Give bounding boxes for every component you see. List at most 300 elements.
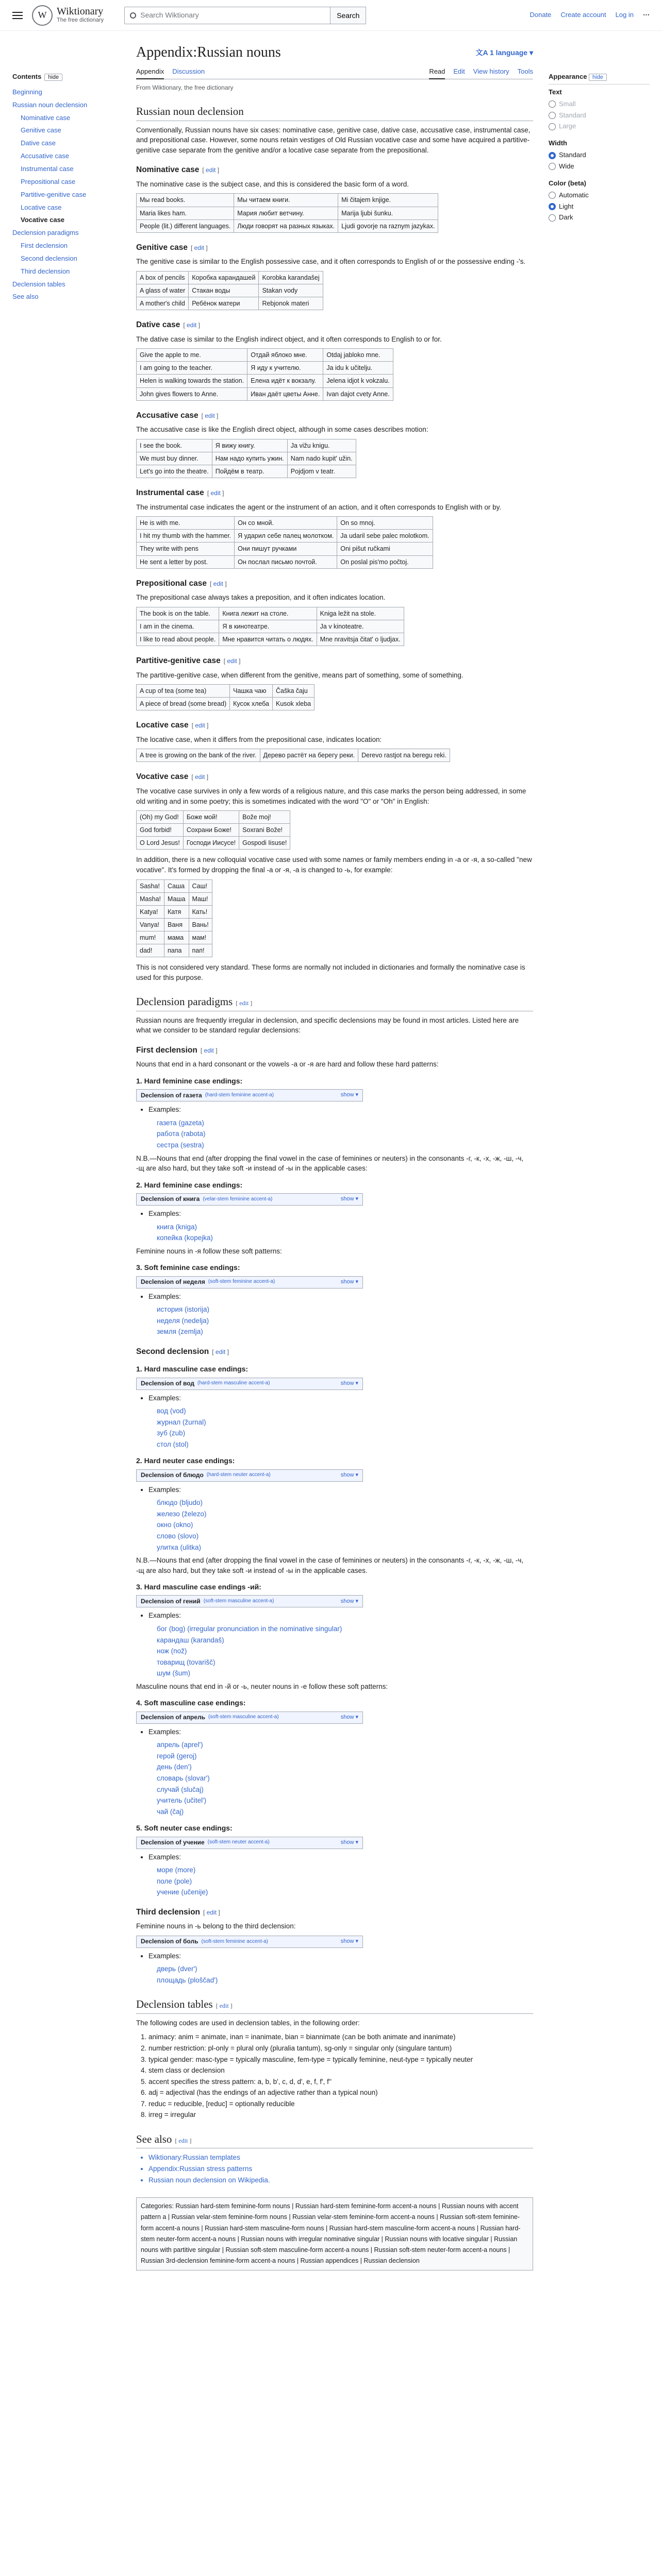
heading-text: Genitive case — [136, 243, 188, 252]
third-declension-paragraph: Feminine nouns in -ь belong to the third declension: — [136, 1922, 296, 1930]
accusative-table — [136, 439, 356, 478]
edit-link[interactable]: [ edit ] — [216, 2002, 233, 2010]
nav-subtitle: (soft-stem feminine accent-a) — [201, 1938, 268, 1944]
table-cell: Bože moj! — [239, 811, 290, 824]
subsection-heading: 1. Hard masculine case endings: — [136, 1365, 249, 1374]
example-link[interactable]: учение (učenije) — [157, 1888, 208, 1896]
declension-table-toggle[interactable] — [136, 1936, 363, 1948]
nav-subtitle: (hard-stem masculine accent-a) — [197, 1380, 270, 1386]
subsection-heading: 3. Hard masculine case endings -ий: — [136, 1583, 261, 1591]
example-link[interactable]: вод (vod) — [157, 1407, 186, 1415]
table-row — [137, 892, 212, 905]
toc-item[interactable]: Nominative case — [21, 113, 71, 122]
width-section — [549, 139, 650, 172]
example-link[interactable]: слово (slovo) — [157, 1532, 199, 1540]
table-row — [137, 297, 323, 310]
toc-item[interactable]: See also — [12, 293, 39, 301]
example-link[interactable]: день (den') — [157, 1763, 192, 1771]
code-item: 7. reduc = reducible, [reduc] = optionally reducible — [148, 2099, 533, 2109]
edit-link[interactable]: [ edit ] — [202, 166, 220, 174]
edit-link[interactable]: [ edit ] — [223, 657, 241, 665]
toc-item[interactable]: Prepositional case — [21, 177, 76, 185]
table-cell: Ваня — [164, 918, 189, 931]
radio-circle — [549, 152, 556, 159]
examples-label: • Examples: — [148, 1727, 533, 1737]
table-cell: Мария любит ветчину. — [234, 207, 338, 219]
declension-table-toggle[interactable] — [136, 1469, 363, 1482]
appearance-panel — [549, 72, 650, 230]
vocative-paragraph-3: This is not considered very standard. These forms are normally not included in dictionaries and formally the nominative case is used for this purpose. — [136, 963, 525, 981]
text-small-radio[interactable] — [549, 99, 650, 109]
table-cell: Ja v kinoteatre. — [317, 620, 404, 633]
subsection-heading: 5. Soft neuter case endings: — [136, 1824, 233, 1833]
new-vocative-table — [136, 879, 212, 958]
table-cell: Stakan vody — [259, 284, 323, 297]
edit-text: edit — [206, 166, 216, 174]
heading-text: Declension tables — [136, 1998, 213, 2011]
toc-item[interactable]: Genitive case — [21, 126, 61, 134]
examples-list — [148, 1292, 533, 1302]
heading-nominative — [136, 164, 533, 176]
table-row — [137, 362, 393, 375]
example-link[interactable]: учитель (učitel') — [157, 1797, 207, 1805]
show-toggle[interactable]: show ▾ — [340, 1278, 358, 1285]
example-link[interactable]: книга (kniga) — [157, 1223, 197, 1231]
subsection-heading: 2. Hard neuter case endings: — [136, 1456, 235, 1465]
brand-name: Wiktionary — [57, 5, 104, 17]
toc-item[interactable]: Declension tables — [12, 280, 65, 288]
toc-item[interactable]: Instrumental case — [21, 165, 74, 173]
declension-table-toggle[interactable] — [136, 1378, 363, 1390]
example-link[interactable]: земля (zemlja) — [157, 1328, 203, 1336]
width-standard-radio[interactable] — [549, 150, 650, 160]
prepositional-table — [136, 607, 404, 646]
heading-text: Nominative case — [136, 165, 200, 175]
table-cell: Ivan dajot cvety Anne. — [323, 387, 393, 400]
heading-text: First declension — [136, 1046, 197, 1055]
example-link[interactable]: улитка (ulitka) — [157, 1543, 202, 1551]
menu-icon[interactable] — [12, 12, 23, 19]
table-row — [137, 207, 438, 219]
examples-items — [157, 1304, 533, 1337]
radio-label: Light — [559, 202, 574, 210]
heading-text: See also — [136, 2132, 172, 2145]
table-row — [137, 452, 356, 465]
table-cell: Gospodi Iisuse! — [239, 837, 290, 850]
table-row — [137, 879, 212, 892]
create-account-link[interactable]: Create account — [560, 11, 606, 19]
radio-circle — [549, 163, 556, 170]
example-link[interactable]: бог (bog) (irregular pronunciation in the nominative singular) — [157, 1625, 342, 1633]
edit-link[interactable]: [ edit ] — [183, 321, 201, 329]
table-cell: He sent a letter by post. — [137, 555, 235, 568]
nav-title: Declension of газета — [141, 1091, 202, 1099]
tab-discussion[interactable]: Discussion — [172, 67, 205, 75]
table-row — [137, 465, 356, 478]
text-large-radio[interactable] — [549, 122, 650, 131]
table-row — [137, 918, 212, 931]
table-cell: On so mnoj. — [337, 517, 433, 530]
toc-item[interactable]: Declension paradigms — [12, 229, 79, 237]
declension-table-toggle[interactable] — [136, 1711, 363, 1724]
table-cell: Kniga ležit na stole. — [317, 607, 404, 620]
example-link[interactable]: товарищ (tovarišč) — [157, 1658, 216, 1666]
example-link[interactable]: железо (železo) — [157, 1510, 207, 1518]
see-also-link[interactable]: • Russian noun declension on Wikipedia. — [148, 2175, 533, 2185]
donate-link[interactable]: Donate — [529, 11, 552, 19]
example-link[interactable]: работа (rabota) — [157, 1130, 206, 1138]
table-row — [137, 543, 433, 555]
edit-link[interactable]: [ edit ] — [203, 1908, 220, 1916]
heading-locative — [136, 720, 533, 731]
table-cell: Пойдём в театр. — [212, 465, 287, 478]
nav-title: Declension of боль — [141, 1938, 198, 1945]
tab-tools[interactable]: Tools — [517, 67, 533, 75]
example-link[interactable]: нож (nož) — [157, 1647, 187, 1655]
declension-table-toggle[interactable] — [136, 1837, 363, 1849]
heading-text: Second declension — [136, 1347, 209, 1356]
genitive-table — [136, 271, 323, 310]
table-cell: Саш! — [189, 879, 212, 892]
nav-title: Declension of апрель — [141, 1714, 205, 1721]
declension-block — [136, 1698, 533, 1817]
example-link[interactable]: журнал (žurnal) — [157, 1418, 206, 1426]
example-link[interactable]: словарь (slovar') — [157, 1774, 210, 1782]
edit-link[interactable]: [ edit ] — [175, 2137, 192, 2144]
table-cell: Kusok xleba — [273, 698, 315, 710]
search-button[interactable]: Search — [330, 7, 366, 24]
table-cell: Господи Иисусе! — [183, 837, 239, 850]
toc-item[interactable]: Second declension — [21, 254, 77, 262]
heading-text: Russian noun declension — [136, 105, 244, 118]
declension-block — [136, 1455, 533, 1552]
table-row — [137, 749, 450, 762]
example-link[interactable]: копейка (kopejka) — [157, 1234, 213, 1242]
example-link[interactable]: зуб (zub) — [157, 1429, 186, 1437]
table-cell: A cup of tea (some tea) — [137, 685, 230, 698]
example-link[interactable]: окно (okno) — [157, 1521, 193, 1529]
table-cell: Катя — [164, 905, 189, 918]
radio-circle — [549, 203, 556, 210]
edit-text: edit — [178, 2137, 188, 2144]
accusative-paragraph: The accusative case is like the English direct object, although in some cases describes motion: — [136, 426, 428, 434]
example-link[interactable]: карандаш (karandaš) — [157, 1636, 224, 1644]
table-row — [137, 219, 438, 232]
nav-subtitle: (hard-stem neuter accent-a) — [206, 1472, 271, 1478]
examples-items — [157, 1118, 533, 1150]
nav-subtitle: (hard-stem feminine accent-a) — [205, 1092, 274, 1098]
tab-edit[interactable]: Edit — [453, 67, 465, 75]
locative-paragraph: The locative case, when it differs from the prepositional case, indicates location: — [136, 735, 382, 743]
vocative-paragraph-2: In addition, there is a new colloquial vocative case used with some names or family members ending in -а or -я, a so-called "new vocative". It's formed by dropping the final -а or -я, -а is changed to -ь, for example: — [136, 856, 532, 874]
radio-label: Small — [559, 99, 576, 108]
examples-items — [157, 1624, 533, 1679]
brand-tagline: The free dictionary — [57, 16, 104, 23]
table-cell: Кать! — [189, 905, 212, 918]
example-link[interactable]: газета (gazeta) — [157, 1118, 204, 1127]
edit-link[interactable]: [ edit ] — [190, 244, 208, 251]
text-standard-radio[interactable] — [549, 111, 650, 121]
partitive-paragraph: The partitive-genitive case, when different from the genitive, means part of something, some of something. — [136, 671, 464, 679]
declension-table-toggle[interactable] — [136, 1193, 363, 1206]
example-link[interactable]: случай (slučaj) — [157, 1785, 204, 1793]
dative-paragraph: The dative case is similar to the English indirect object, and it often corresponds to English to or for. — [136, 335, 442, 343]
examples-list — [148, 1485, 533, 1495]
table-cell: Елена идёт к вокзалу. — [247, 375, 323, 387]
edit-link[interactable]: [ edit ] — [200, 1047, 218, 1055]
table-cell: God forbid! — [137, 824, 184, 837]
examples-label: • Examples: — [148, 1393, 533, 1403]
table-cell: John gives flowers to Anne. — [137, 387, 247, 400]
edit-link[interactable]: [ edit ] — [191, 773, 209, 781]
nav-title: Declension of гений — [141, 1597, 201, 1605]
example-link[interactable]: сестра (sestra) — [157, 1141, 204, 1149]
heading-first-declension — [136, 1045, 533, 1056]
code-item: 1. animacy: anim = animate, inan = inanimate, bian = biannimate (can be both animate and inanimate) — [148, 2032, 533, 2042]
nav-subtitle: (soft-stem masculine accent-a) — [208, 1714, 279, 1720]
example-link[interactable]: герой (geroj) — [157, 1752, 197, 1760]
examples-items — [157, 1222, 533, 1243]
heading-text: Prepositional case — [136, 579, 207, 588]
nav-title: Declension of книга — [141, 1195, 200, 1203]
table-cell: Нам надо купить ужин. — [212, 452, 287, 465]
table-cell: They write with pens — [137, 543, 235, 555]
table-cell: Soxrani Bože! — [239, 824, 290, 837]
appearance-hide-button[interactable]: hide — [589, 74, 607, 81]
toc-item[interactable]: Third declension — [21, 267, 70, 275]
examples-label: • Examples: — [148, 1852, 533, 1862]
example-link[interactable]: стол (stol) — [157, 1440, 189, 1448]
example-link[interactable]: поле (pole) — [157, 1877, 192, 1885]
declension-block — [136, 1823, 533, 1897]
second-nb-paragraph: N.B.—Nouns that end (after dropping the final vowel in the case of feminines or neuters) in the consonants -г, -к, -х, -ж, -ш, -ч, -щ are also hard, but they take soft -и instead of -ы in the applicable cases. — [136, 1556, 524, 1574]
show-toggle[interactable]: show ▾ — [340, 1598, 358, 1604]
toc-item[interactable]: Accusative case — [21, 152, 69, 160]
show-toggle[interactable]: show ▾ — [340, 1714, 358, 1720]
toc-item[interactable]: Beginning — [12, 88, 42, 96]
table-cell: I am in the cinema. — [137, 620, 219, 633]
example-link[interactable]: неделя (nedelja) — [157, 1316, 209, 1325]
table-cell: O Lord Jesus! — [137, 837, 184, 850]
show-toggle[interactable]: show ▾ — [340, 1380, 358, 1386]
edit-link[interactable]: [ edit ] — [207, 489, 224, 497]
wiktionary-logo[interactable]: W — [32, 5, 53, 26]
table-cell: Он послал письмо почтой. — [235, 555, 337, 568]
table-cell: Вань! — [189, 918, 212, 931]
language-button[interactable]: 文A 1 language ▾ — [475, 48, 533, 57]
table-cell: I am going to the teacher. — [137, 362, 247, 375]
table-cell: I see the book. — [137, 439, 212, 452]
subsection-heading: 3. Soft feminine case endings: — [136, 1263, 240, 1272]
heading-prepositional — [136, 578, 533, 589]
edit-text: edit — [227, 657, 237, 665]
table-row — [137, 194, 438, 207]
table-cell: Ja udaril sebe palec molotkom. — [337, 530, 433, 543]
heading-text: Declension paradigms — [136, 995, 233, 1008]
appearance-title — [549, 72, 650, 84]
radio-label: Automatic — [559, 191, 589, 199]
table-cell: Люди говорят на разных языках. — [234, 219, 338, 232]
table-cell: Čaška čaju — [273, 685, 315, 698]
table-cell: Саша — [164, 879, 189, 892]
tab-view-history[interactable]: View history — [473, 67, 509, 75]
table-cell: Derevo rastjot na beregu reki. — [358, 749, 450, 762]
categories-box[interactable]: Categories: Russian hard-stem feminine-form nouns | Russian hard-stem feminine-form accent-a nouns | Russian nouns with accent pattern a | Russian velar-stem feminine-form nouns | Russian velar-stem feminine-form accent-a nouns | Russian soft-stem feminine-form accent-a nouns | Russian hard-stem masculine-form nouns | Russian hard-stem masculine-form accent-a nouns | Russian hard-stem neuter-form accent-a nouns | Russian nouns with irregular nominative singular | Russian nouns with locative singular | Russian nouns with partitive singular | Russian soft-stem masculine-form accent-a nouns | Russian soft-stem neuter-form accent-a nouns | Russian 3rd-declension feminine-form accent-a nouns | Russian appendices | Russian declension — [136, 2197, 533, 2270]
show-toggle[interactable]: show ▾ — [340, 1092, 358, 1098]
vocative-table — [136, 810, 290, 850]
intro-paragraph: Conventionally, Russian nouns have six cases: nominative case, genitive case, dative case, accusative case, instrumental case, and prepositional case. However, some nouns retain vestiges of Old Russian vocative case and some have acquired a partitive-genitive case separate from the genitive and/or a locative case separate from the prepositional. — [136, 126, 531, 154]
example-link[interactable]: море (more) — [157, 1866, 196, 1874]
edit-link[interactable]: [ edit ] — [212, 1348, 229, 1355]
table-cell: I like to read about people. — [137, 633, 219, 646]
edit-text: edit — [204, 1047, 214, 1055]
edit-text: edit — [210, 489, 221, 497]
example-link[interactable]: история (istorija) — [157, 1306, 209, 1314]
table-cell: A glass of water — [137, 284, 189, 297]
heading-russian-noun-declension — [136, 104, 533, 121]
table-cell: Иван даёт цветы Анне. — [247, 387, 323, 400]
toc-item[interactable]: First declension — [21, 242, 68, 250]
example-link[interactable]: чай (čaj) — [157, 1807, 184, 1816]
table-cell: Oni pišut ručkami — [337, 543, 433, 555]
table-row — [137, 811, 290, 824]
radio-circle — [549, 214, 556, 222]
table-row — [137, 931, 212, 944]
examples-items — [157, 1740, 533, 1817]
table-cell: Korobka karandašej — [259, 271, 323, 284]
see-also-link[interactable]: • Wiktionary:Russian templates — [148, 2153, 533, 2163]
show-toggle[interactable]: show ▾ — [340, 1938, 358, 1944]
example-link[interactable]: площадь (ploščad') — [157, 1976, 218, 1984]
table-cell: Maria likes ham. — [137, 207, 234, 219]
declension-block — [136, 1582, 533, 1679]
table-cell: I hit my thumb with the hammer. — [137, 530, 235, 543]
nominative-table — [136, 193, 438, 232]
code-item: 5. accent specifies the stress pattern: a, b, b', c, d, d', e, f, f', f'' — [148, 2077, 533, 2087]
toc-item[interactable]: Russian noun declension — [12, 100, 88, 109]
table-cell: Мы читаем книги. — [234, 194, 338, 207]
examples-list — [148, 1209, 533, 1219]
main-content — [136, 43, 533, 2270]
heading-text: Locative case — [136, 721, 189, 730]
width-wide-radio[interactable] — [549, 162, 650, 172]
declension-table-toggle[interactable] — [136, 1595, 363, 1607]
radio-label: Dark — [559, 213, 573, 222]
radio-label: Standard — [559, 151, 586, 159]
radio-circle — [549, 123, 556, 130]
edit-link[interactable]: [ edit ] — [201, 412, 219, 419]
nav-subtitle: (soft-stem masculine accent-a) — [203, 1598, 274, 1604]
table-cell: Ljudi govorje na raznym jazykax. — [338, 219, 438, 232]
more-icon[interactable]: ⋯ — [643, 11, 650, 19]
second-soft-paragraph: Masculine nouns that end in -й or -ь, neuter nouns in -е follow these soft patterns: — [136, 1682, 388, 1690]
language-count: 1 language — [489, 48, 528, 57]
dative-table — [136, 348, 393, 401]
table-cell: Jelena idjot k vokzalu. — [323, 375, 393, 387]
paradigms-paragraph: Russian nouns are frequently irregular in declension, and specific declensions may be found in most articles. Listed here are what we consider to be standard regular declensions: — [136, 1016, 519, 1035]
example-link[interactable]: шум (šum) — [157, 1669, 190, 1677]
examples-items — [157, 1964, 533, 1985]
edit-link[interactable]: [ edit ] — [236, 999, 253, 1007]
declension-table-toggle[interactable] — [136, 1276, 363, 1289]
table-cell: He is with me. — [137, 517, 235, 530]
example-link[interactable]: апрель (aprel') — [157, 1741, 203, 1749]
search-input[interactable] — [124, 7, 330, 24]
table-cell: Я ударил себе палец молотком. — [235, 530, 337, 543]
table-cell: Ребёнок матери — [189, 297, 259, 310]
toc-title — [12, 72, 110, 82]
toc-item[interactable]: Partitive-genitive case — [21, 190, 87, 198]
table-cell: Маша — [164, 892, 189, 905]
edit-link[interactable]: [ edit ] — [191, 722, 209, 730]
brand[interactable] — [57, 6, 104, 25]
heading-see-also — [136, 2131, 533, 2148]
show-toggle[interactable]: show ▾ — [340, 1839, 358, 1845]
show-toggle[interactable]: show ▾ — [340, 1471, 358, 1478]
color-dark-radio[interactable] — [549, 213, 650, 223]
table-cell: Кусок хлеба — [230, 698, 273, 710]
first-declension-paragraph: Nouns that end in a hard consonant or the vowels -а or -я are hard and follow these hard patterns: — [136, 1060, 439, 1069]
nav-subtitle: (soft-stem feminine accent-a) — [208, 1279, 275, 1285]
login-link[interactable]: Log in — [615, 11, 634, 19]
example-link[interactable]: блюдо (bljudo) — [157, 1499, 203, 1507]
code-item: 2. number restriction: pl-only = plural only (pluralia tantum), sg-only = singular only (singulare tantum) — [148, 2043, 533, 2054]
table-cell: We must buy dinner. — [137, 452, 212, 465]
first-nb-paragraph: N.B.—Nouns that end (after dropping the final vowel in the case of feminines or neuters) in the consonants -г, -к, -х, -ж, -ш, -ч, -щ are also hard, but they take soft -и instead of -ы in the applicable cases: — [136, 1154, 524, 1173]
table-cell: Он со мной. — [235, 517, 337, 530]
tables-paragraph: The following codes are used in declension tables, in the following order: — [136, 2019, 360, 2027]
edit-text: edit — [194, 244, 204, 251]
show-toggle[interactable]: show ▾ — [340, 1196, 358, 1202]
subsection-heading: 2. Hard feminine case endings: — [136, 1180, 243, 1189]
example-link[interactable]: дверь (dver') — [157, 1965, 197, 1973]
color-light-radio[interactable] — [549, 202, 650, 212]
edit-text: edit — [186, 321, 197, 329]
toc-item[interactable]: Vocative case — [21, 216, 65, 224]
examples-list — [148, 1105, 533, 1115]
toc-hide-button[interactable]: hide — [44, 74, 62, 81]
search-placeholder: Search Wiktionary — [140, 11, 199, 20]
edit-text: edit — [239, 999, 249, 1007]
heading-instrumental — [136, 487, 533, 499]
declension-block — [136, 1076, 533, 1150]
toc-item[interactable]: Dative case — [21, 139, 56, 147]
declension-table-toggle[interactable] — [136, 1089, 363, 1101]
table-cell: Я в кинотеатре. — [219, 620, 317, 633]
color-automatic-radio[interactable] — [549, 191, 650, 200]
edit-link[interactable]: [ edit ] — [209, 580, 227, 587]
examples-items — [157, 1406, 533, 1449]
heading-declension-paradigms — [136, 994, 533, 1011]
tab-read[interactable]: Read — [429, 67, 445, 79]
toc-item[interactable]: Locative case — [21, 203, 62, 211]
see-also-link[interactable]: • Appendix:Russian stress patterns — [148, 2164, 533, 2174]
table-cell: Книга лежит на столе. — [219, 607, 317, 620]
table-cell: Masha! — [137, 892, 164, 905]
table-cell: Sasha! — [137, 879, 164, 892]
heading-declension-tables — [136, 1996, 533, 2013]
table-row — [137, 530, 433, 543]
first-soft-paragraph: Feminine nouns in -я follow these soft patterns: — [136, 1247, 282, 1255]
tab-appendix[interactable]: Appendix — [136, 67, 164, 79]
heading-text: Partitive-genitive case — [136, 656, 221, 666]
edit-text: edit — [205, 412, 215, 419]
table-cell: Чашка чаю — [230, 685, 273, 698]
see-also-list — [148, 2153, 533, 2185]
heading-text: Dative case — [136, 320, 180, 330]
table-row — [137, 620, 404, 633]
table-row — [137, 284, 323, 297]
